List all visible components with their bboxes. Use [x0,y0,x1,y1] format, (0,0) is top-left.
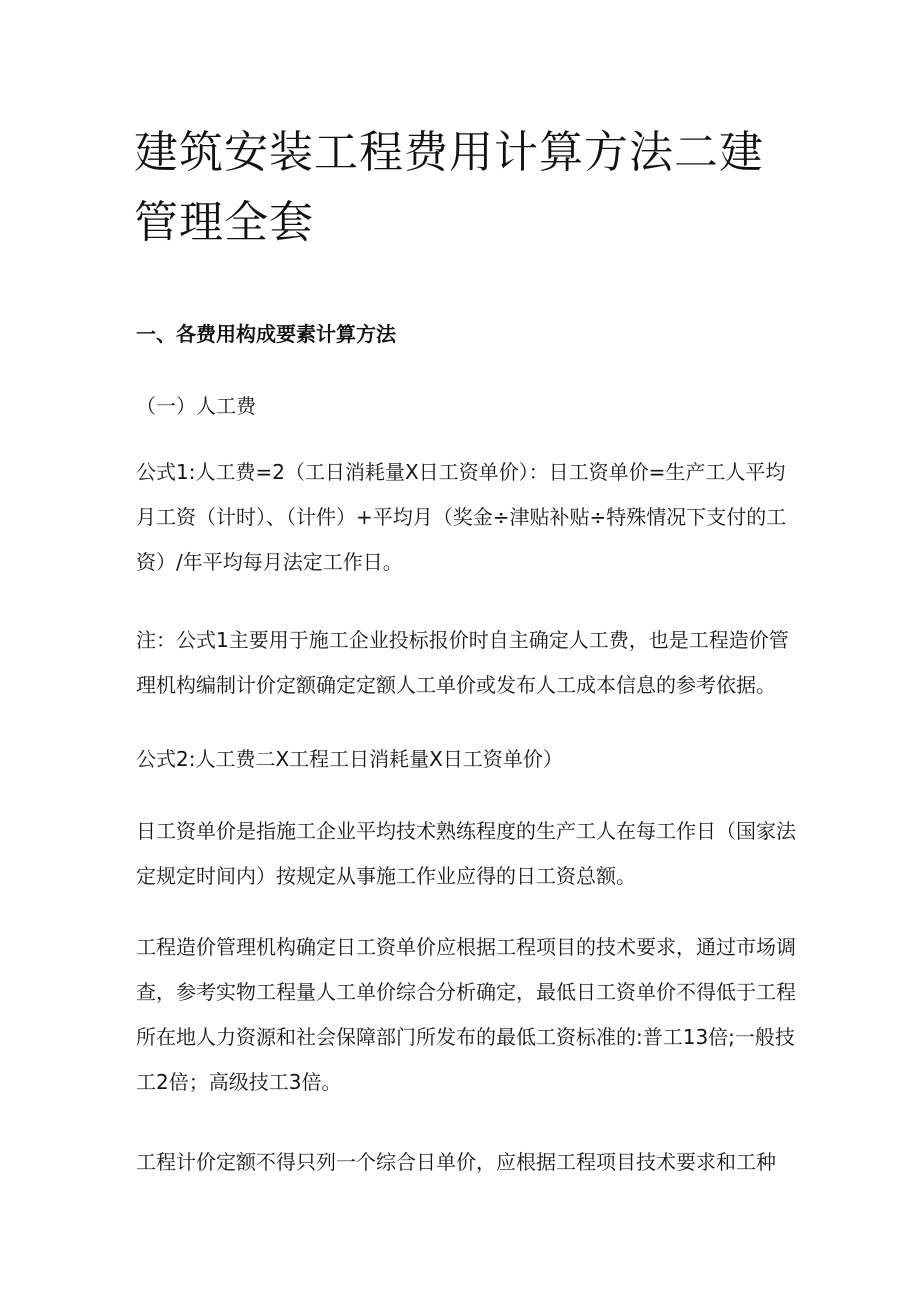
document-title: 建筑安装工程费用计算方法二建管理全套 [134,127,764,248]
paragraph-note: 注：公式1主要用于施工企业投标报价时自主确定人工费，也是工程造价管理机构编制计价定额确定定额人工单价或发布人工成本信息的参考依据。 [136,628,789,697]
paragraph-pricing-quota: 工程计价定额不得只列一个综合日单价，应根据工程项目技术要求和工种 [136,1150,776,1174]
paragraph-daily-wage-determination: 工程造价管理机构确定日工资单价应根据工程项目的技术要求，通过市场调查，参考实物工程量人工单价综合分析确定，最低日工资单价不得低于工程所在地人力资源和社会保障部门所发布的最低工资标准的:普工13倍;一般技工2倍；高级技工3倍。 [136,935,796,1094]
paragraph-formula-2: 公式2:人工费二X工程工日消耗量X日工资单价） [136,747,563,771]
section-heading: 一、各费用构成要素计算方法 [136,322,396,346]
paragraph-formula-1: 公式1:人工费=2（工日消耗量X日工资单价）：日工资单价=生产工人平均月工资（计时）、（计件）+平均月（奖金÷津贴补贴÷特殊情况下支付的工资）/年平均每月法定工作日。 [136,460,787,574]
subsection-heading: （一）人工费 [136,394,256,418]
paragraph-daily-wage-definition: 日工资单价是指施工企业平均技术熟练程度的生产工人在每工作日（国家法定规定时间内）按规定从事施工作业应得的日工资总额。 [136,819,796,888]
